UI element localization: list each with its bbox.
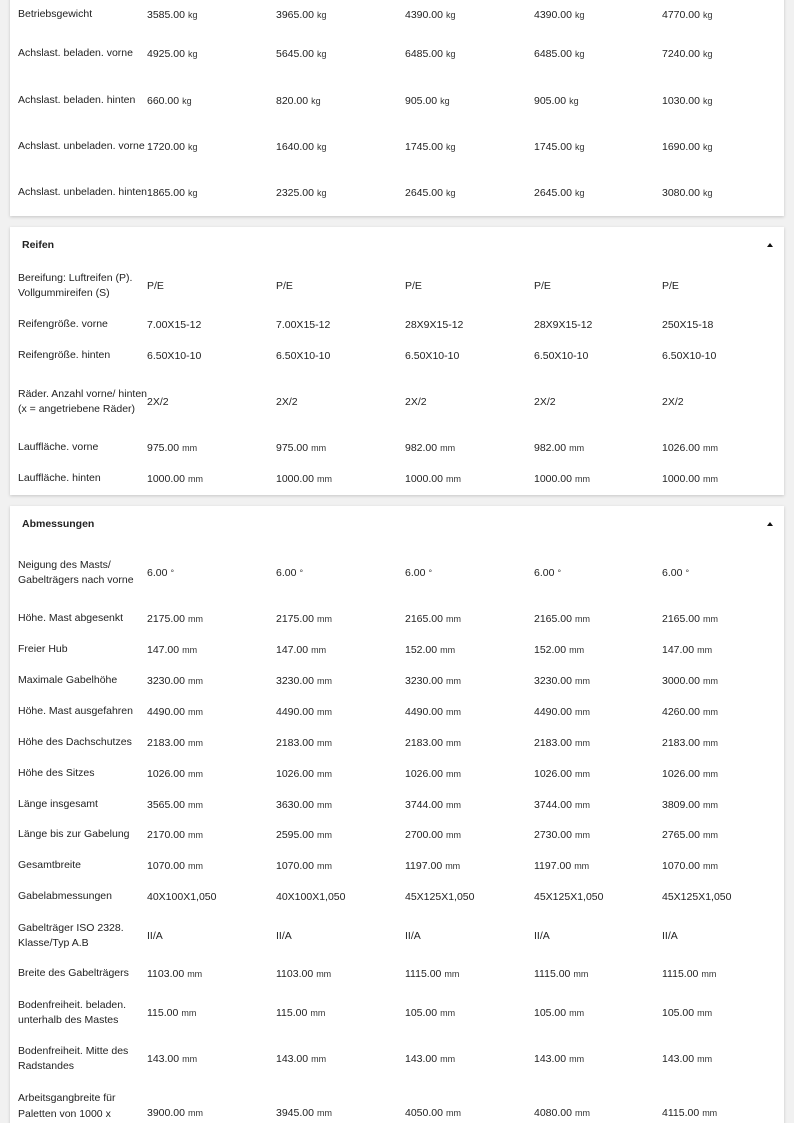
row-label: Maximale Gabelhöhe xyxy=(18,674,118,687)
table-row: Maximale Gabelhöhe 3230.00 mm 3230.00 mm 3230.00 mm 3230.00 mm 3000.00 mm xyxy=(10,666,784,696)
caret-up-icon[interactable] xyxy=(767,522,773,526)
table-row: Bodenfreiheit. Mitte des Radstandes 143.00 mm 143.00 mm 143.00 mm 143.00 mm 143.00 mm xyxy=(10,1039,784,1079)
row-label: Arbeitsgangbreite für Paletten von 1000 x xyxy=(18,1092,116,1120)
weights-section xyxy=(10,0,784,216)
dimensions-section xyxy=(10,506,784,1123)
row-label: Gabelabmessungen xyxy=(18,890,112,903)
table-row: Reifengröße. vorne 7.00X15-12 7.00X15-12 28X9X15-12 28X9X15-12 250X15-18 xyxy=(10,309,784,341)
row-label: Reifengröße. hinten xyxy=(18,349,111,362)
row-label: Achslast. unbeladen. vorne xyxy=(18,140,145,153)
row-label: Höhe des Dachschutzes xyxy=(18,736,132,749)
row-label: Höhe. Mast ausgefahren xyxy=(18,705,133,718)
table-row: Freier Hub 147.00 mm 147.00 mm 152.00 mm 152.00 mm 147.00 mm xyxy=(10,635,784,665)
row-label: Räder. Anzahl vorne/ hinten (x = angetriebene Räder) xyxy=(18,387,148,415)
row-label: Länge bis zur Gabelung xyxy=(18,828,130,841)
row-label: Achslast. beladen. hinten xyxy=(18,94,136,107)
table-row: Bereifung: Luftreifen (P). Vollgummireifen (S) P/E P/E P/E P/E P/E xyxy=(10,267,784,305)
row-label: Bodenfreiheit. beladen. unterhalb des Mastes xyxy=(18,998,126,1026)
table-row: Gabelträger ISO 2328. Klasse/Typ A.B II/A II/A II/A II/A II/A xyxy=(10,916,784,956)
table-row: Gabelabmessungen 40X100X1,050 40X100X1,050 45X125X1,050 45X125X1,050 45X125X1,050 xyxy=(10,882,784,912)
table-row: Lauffläche. hinten 1000.00 mm 1000.00 mm 1000.00 mm 1000.00 mm 1000.00 mm xyxy=(10,464,784,494)
table-row: Höhe des Sitzes 1026.00 mm 1026.00 mm 1026.00 mm 1026.00 mm 1026.00 mm xyxy=(10,759,784,789)
tires-section xyxy=(10,227,784,495)
tires-section-header[interactable] xyxy=(10,227,784,263)
row-label: Höhe des Sitzes xyxy=(18,767,95,780)
table-row: Reifengröße. hinten 6.50X10-10 6.50X10-10 6.50X10-10 6.50X10-10 6.50X10-10 xyxy=(10,341,784,371)
row-label: Achslast. beladen. vorne xyxy=(18,47,133,60)
table-row: Arbeitsgangbreite für Paletten von 1000 x 3900.00 mm 3945.00 mm 4050.00 mm 4080.00 mm 4115.00 mm xyxy=(10,1088,784,1123)
section-title: Abmessungen xyxy=(22,518,95,530)
table-row: Achslast. unbeladen. hinten 1865.00 kg 2325.00 kg 2645.00 kg 2645.00 kg 3080.00 kg xyxy=(10,170,784,216)
row-label: Lauffläche. hinten xyxy=(18,472,101,485)
table-row: Länge insgesamt 3565.00 mm 3630.00 mm 3744.00 mm 3744.00 mm 3809.00 mm xyxy=(10,790,784,820)
row-label: Bodenfreiheit. Mitte des Radstandes xyxy=(18,1044,129,1072)
table-row: Länge bis zur Gabelung 2170.00 mm 2595.00 mm 2700.00 mm 2730.00 mm 2765.00 mm xyxy=(10,820,784,850)
row-label: Höhe. Mast abgesenkt xyxy=(18,612,124,625)
row-label: Gabelträger ISO 2328. Klasse/Typ A.B xyxy=(18,921,124,949)
table-row: Achslast. beladen. vorne 4925.00 kg 5645.00 kg 6485.00 kg 6485.00 kg 7240.00 kg xyxy=(10,30,784,78)
row-label: Freier Hub xyxy=(18,643,68,656)
row-label: Bereifung: Luftreifen (P). Vollgummireifen (S) xyxy=(18,271,133,299)
table-row: Gesamtbreite 1070.00 mm 1070.00 mm 1197.00 mm 1197.00 mm 1070.00 mm xyxy=(10,851,784,881)
row-label: Achslast. unbeladen. hinten xyxy=(18,186,148,199)
table-row: Lauffläche. vorne 975.00 mm 975.00 mm 982.00 mm 982.00 mm 1026.00 mm xyxy=(10,433,784,463)
table-row: Betriebsgewicht 3585.00 kg 3965.00 kg 4390.00 kg 4390.00 kg 4770.00 kg xyxy=(10,0,784,30)
table-row: Achslast. unbeladen. vorne 1720.00 kg 1640.00 kg 1745.00 kg 1745.00 kg 1690.00 kg xyxy=(10,124,784,170)
row-label: Reifengröße. vorne xyxy=(18,318,108,331)
section-title: Reifen xyxy=(22,239,55,251)
table-row: Höhe des Dachschutzes 2183.00 mm 2183.00 mm 2183.00 mm 2183.00 mm 2183.00 mm xyxy=(10,728,784,758)
row-label: Länge insgesamt xyxy=(18,798,98,811)
row-label: Betriebsgewicht xyxy=(18,8,93,21)
dimensions-section-header[interactable] xyxy=(10,506,784,542)
row-label: Gesamtbreite xyxy=(18,859,82,872)
row-label: Lauffläche. vorne xyxy=(18,441,99,454)
table-row: Höhe. Mast abgesenkt 2175.00 mm 2175.00 mm 2165.00 mm 2165.00 mm 2165.00 mm xyxy=(10,604,784,634)
table-row: Höhe. Mast ausgefahren 4490.00 mm 4490.00 mm 4490.00 mm 4490.00 mm 4260.00 mm xyxy=(10,697,784,727)
table-row: Neigung des Masts/ Gabelträgers nach vorne 6.00 ° 6.00 ° 6.00 ° 6.00 ° 6.00 ° xyxy=(10,548,784,598)
table-row: Räder. Anzahl vorne/ hinten (x = angetriebene Räder) 2X/2 2X/2 2X/2 2X/2 2X/2 xyxy=(10,374,784,430)
table-row: Achslast. beladen. hinten 660.00 kg 820.00 kg 905.00 kg 905.00 kg 1030.00 kg xyxy=(10,78,784,124)
caret-up-icon[interactable] xyxy=(767,243,773,247)
row-label: Neigung des Masts/ Gabelträgers nach vorne xyxy=(18,558,134,586)
table-row: Bodenfreiheit. beladen. unterhalb des Mastes 115.00 mm 115.00 mm 105.00 mm 105.00 mm 105.00 mm xyxy=(10,993,784,1033)
row-label: Breite des Gabelträgers xyxy=(18,967,129,980)
table-row: Breite des Gabelträgers 1103.00 mm 1103.00 mm 1115.00 mm 1115.00 mm 1115.00 mm xyxy=(10,959,784,989)
